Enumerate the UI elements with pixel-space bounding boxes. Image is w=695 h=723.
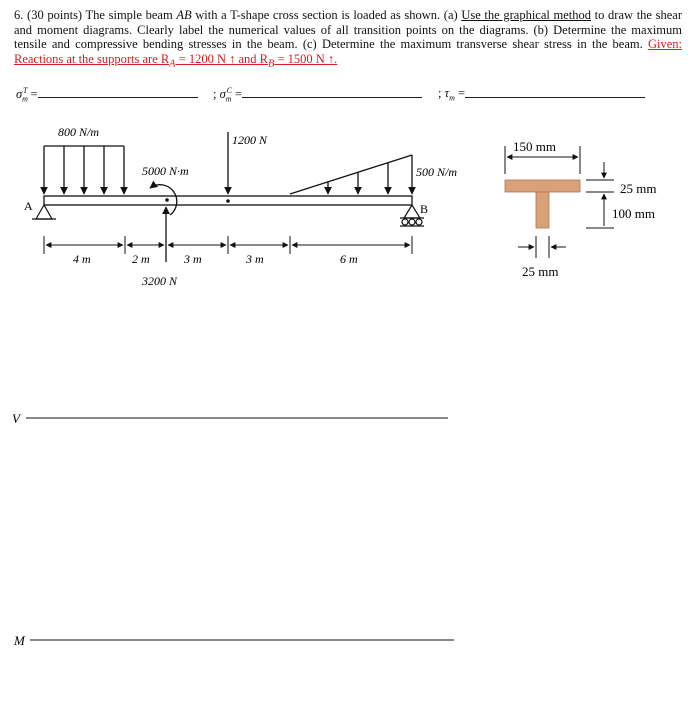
dim-label-4: 3 m: [246, 252, 264, 266]
roller-support-b: [400, 205, 424, 226]
problem-points: (30 points): [27, 8, 83, 22]
separator: ;: [438, 86, 442, 100]
given-sub-a: A: [169, 58, 176, 70]
problem-text-1: with a T-shape cross section is loaded as shown. (a): [191, 8, 462, 22]
given-mid: = 1200 N ↑ and R: [175, 51, 268, 66]
problem-intro: The simple beam: [82, 8, 177, 22]
graphical-method-text: Use the graphical method: [461, 8, 592, 22]
sigma-sup: T: [22, 86, 28, 95]
equals-sign: =: [458, 86, 466, 100]
problem-text-2: to draw the shear and moment diagrams. Clearly label the numerical values of all transition points on the diagrams. (b) Determine the maximum tensile and compressive bending stresses in the beam. (c) Determine the maximum transverse shear stress in the beam.: [14, 8, 683, 52]
dim-label-3: 3 m: [184, 252, 202, 266]
compressive-stress-answer[interactable]: [213, 86, 242, 104]
beam-name: AB: [176, 8, 192, 22]
reaction-3200-label: 3200 N: [142, 274, 178, 288]
given-text: Given: Reactions at the supports are R: [14, 37, 682, 66]
couple-moment-icon: [150, 185, 177, 215]
sigma-sup: C: [226, 86, 232, 95]
support-a-label: A: [24, 199, 33, 213]
dim-label-1: 4 m: [73, 252, 91, 266]
given-sub-b: B: [268, 58, 275, 70]
web-thickness-label: 25 mm: [522, 264, 559, 279]
t-cross-section: [505, 180, 580, 228]
triangular-load-label: 500 N/m: [416, 165, 458, 179]
tensile-blank[interactable]: [38, 86, 198, 98]
section-dimensions: [505, 146, 614, 258]
given-end: = 1500 N ↑.: [274, 51, 338, 66]
triangular-load-right: [290, 155, 412, 194]
shear-axis-label: V: [12, 411, 20, 426]
equals-sign: =: [30, 87, 38, 102]
beam-dimensions: [44, 236, 412, 254]
tau-symbol: τ: [444, 86, 450, 100]
point-load-label: 1200 N: [232, 133, 268, 147]
couple-label: 5000 N·m: [142, 164, 189, 178]
problem-number: 6.: [14, 8, 24, 22]
distributed-load-left: [44, 146, 124, 194]
moment-axis-label: M: [14, 633, 25, 648]
beam: [44, 196, 412, 205]
dim-label-5: 6 m: [340, 252, 358, 266]
separator: ;: [213, 87, 217, 102]
flange-width-label: 150 mm: [513, 139, 556, 154]
pin-support-a: [32, 205, 56, 219]
compressive-blank[interactable]: [242, 86, 422, 98]
equals-sign: =: [235, 87, 243, 102]
problem-statement: [14, 8, 682, 72]
sigma-symbol: σ: [219, 87, 226, 102]
point-load-1200: [226, 132, 230, 203]
dim-label-2: 2 m: [132, 252, 150, 266]
sigma-symbol: σ: [16, 87, 23, 102]
sigma-sub: m: [22, 94, 28, 104]
tau-sub: m: [449, 93, 455, 103]
tensile-stress-answer[interactable]: [16, 86, 38, 104]
support-b-label: B: [420, 202, 429, 216]
shear-stress-answer[interactable]: [438, 86, 465, 103]
flange-thickness-label: 25 mm: [620, 181, 657, 196]
sigma-sub: m: [225, 94, 232, 104]
shear-blank[interactable]: [465, 86, 645, 98]
distributed-load-left-label: 800 N/m: [58, 125, 100, 139]
depth-label: 100 mm: [612, 206, 655, 221]
